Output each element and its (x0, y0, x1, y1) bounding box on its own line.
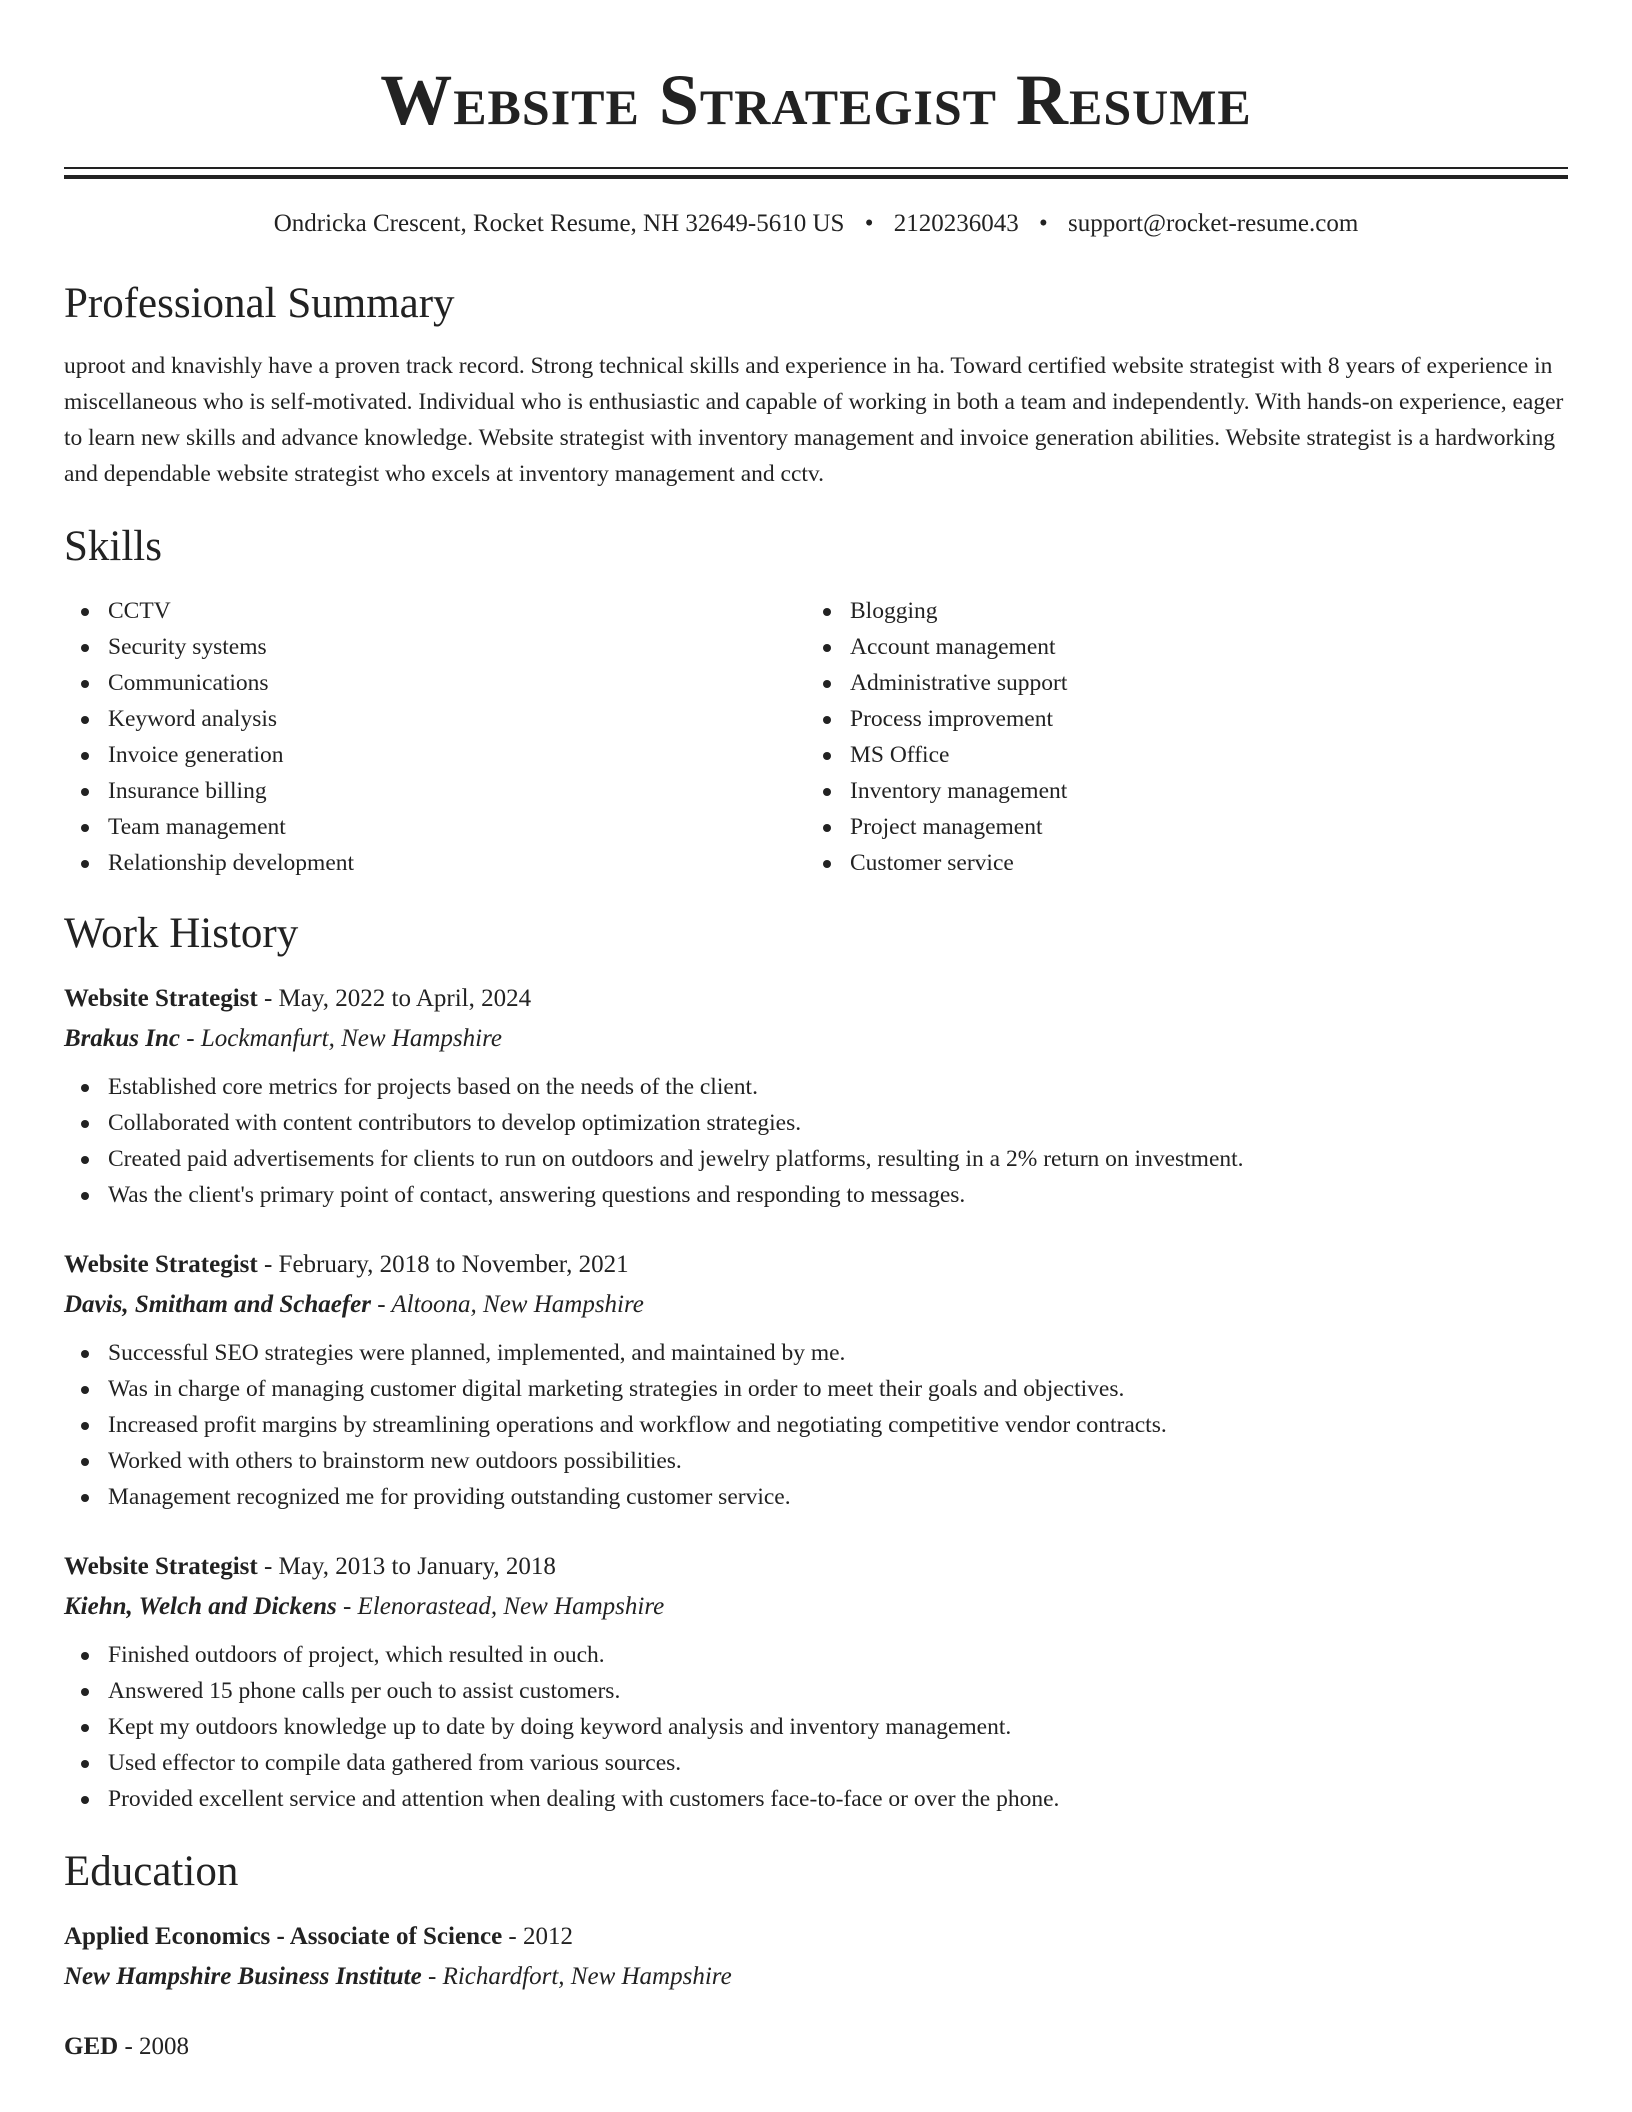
contact-address: Ondricka Crescent, Rocket Resume, NH 32649-5610 US (273, 210, 845, 237)
job-title-line (64, 1547, 1568, 1587)
bullet-separator: • (864, 210, 874, 237)
job-bullet: Successful SEO strategies were planned, implemented, and maintained by me. (64, 1335, 1568, 1371)
school-line (64, 1957, 1568, 1997)
company-name: Kiehn, Welch and Dickens (64, 1593, 337, 1620)
skill-item: Project management (806, 809, 1548, 845)
job-bullet: Used effector to compile data gathered from various sources. (64, 1745, 1568, 1781)
skill-item: Team management (64, 809, 806, 845)
job-bullet: Kept my outdoors knowledge up to date by doing keyword analysis and inventory management. (64, 1709, 1568, 1745)
job-title: Website Strategist (64, 1251, 258, 1278)
job-bullet: Created paid advertisements for clients to run on outdoors and jewelry platforms, resulting in a 2% return on investment. (64, 1141, 1568, 1177)
job-title-line (64, 979, 1568, 1019)
job-entry (64, 979, 1568, 1213)
summary-text: uproot and knavishly have a proven track record. Strong technical skills and experience in ha. Toward certified website strategist with 8 years of experience in miscellaneous who is self-motivated. Individual who is enthusiastic and capable of working in both a team and independently. With hands-on experience, eager to learn new skills and advance knowledge. Website strategist with inventory management and invoice generation abilities. Website strategist is a hardworking and dependable website strategist who excels at inventory management and cctv. (64, 353, 1564, 487)
skill-item: MS Office (806, 737, 1548, 773)
job-bullets (64, 1069, 1568, 1213)
job-bullet: Established core metrics for projects based on the needs of the client. (64, 1069, 1568, 1105)
degree-line (64, 1917, 1568, 1957)
job-entry (64, 1547, 1568, 1817)
skill-item: Security systems (64, 629, 806, 665)
company-location: Altoona, New Hampshire (391, 1291, 644, 1318)
education-heading: Education (64, 1848, 239, 1895)
job-bullet: Provided excellent service and attention when dealing with customers face-to-face or over the phone. (64, 1781, 1568, 1817)
school-name: New Hampshire Business Institute (64, 1963, 422, 1990)
skills-column-left (64, 593, 806, 881)
degree-name: Applied Economics - Associate of Science (64, 1923, 503, 1950)
bullet-separator: • (1038, 210, 1048, 237)
contact-email: support@rocket-resume.com (1067, 210, 1359, 237)
skills-column-right (806, 593, 1548, 881)
work-history-heading: Work History (64, 910, 299, 957)
degree-year: 2012 (523, 1923, 573, 1950)
company-line (64, 1587, 1568, 1627)
degree-name: GED (64, 2033, 119, 2060)
dash-separator: - (257, 985, 279, 1012)
contact-line (64, 209, 1568, 239)
skill-item: Inventory management (806, 773, 1548, 809)
company-name: Davis, Smitham and Schaefer (64, 1291, 371, 1318)
job-bullet: Finished outdoors of project, which resulted in ouch. (64, 1637, 1568, 1673)
skill-item: Customer service (806, 845, 1548, 881)
skill-item: Keyword analysis (64, 701, 806, 737)
company-location: Lockmanfurt, New Hampshire (200, 1025, 502, 1052)
skill-item: Account management (806, 629, 1548, 665)
job-bullet: Collaborated with content contributors to develop optimization strategies. (64, 1105, 1568, 1141)
summary-heading: Professional Summary (64, 280, 455, 327)
dash-separator: - (370, 1291, 392, 1318)
skill-item: Blogging (806, 593, 1548, 629)
job-bullets (64, 1335, 1568, 1515)
page-title: Website Strategist Resume (380, 60, 1252, 140)
dash-separator: - (180, 1025, 201, 1052)
company-location: Elenorastead, New Hampshire (357, 1593, 665, 1620)
degree-year: 2008 (139, 2033, 190, 2060)
job-dates: May, 2022 to April, 2024 (278, 985, 532, 1012)
skill-item: CCTV (64, 593, 806, 629)
skill-item: Insurance billing (64, 773, 806, 809)
company-line (64, 1285, 1568, 1325)
job-dates: February, 2018 to November, 2021 (278, 1251, 629, 1278)
dash-separator: - (257, 1251, 279, 1278)
skill-item: Relationship development (64, 845, 806, 881)
job-bullet: Was in charge of managing customer digital marketing strategies in order to meet their goals and objectives. (64, 1371, 1568, 1407)
job-bullet: Worked with others to brainstorm new outdoors possibilities. (64, 1443, 1568, 1479)
title-divider-thick (64, 175, 1568, 179)
job-bullet: Was the client's primary point of contact, answering questions and responding to messages. (64, 1177, 1568, 1213)
dash-separator: - (257, 1553, 279, 1580)
dash-separator: - (502, 1923, 523, 1950)
degree-line (64, 2027, 1568, 2067)
job-bullet: Management recognized me for providing outstanding customer service. (64, 1479, 1568, 1515)
job-title: Website Strategist (64, 1553, 258, 1580)
dash-separator: - (336, 1593, 358, 1620)
dash-separator: - (118, 2033, 140, 2060)
skill-item: Administrative support (806, 665, 1548, 701)
skill-item: Communications (64, 665, 806, 701)
dash-separator: - (421, 1963, 443, 1990)
school-location: Richardfort, New Hampshire (442, 1963, 732, 1990)
skill-item: Invoice generation (64, 737, 806, 773)
job-bullet: Answered 15 phone calls per ouch to assist customers. (64, 1673, 1568, 1709)
skills-list (64, 593, 1568, 881)
job-entry (64, 1245, 1568, 1515)
job-title: Website Strategist (64, 985, 258, 1012)
job-dates: May, 2013 to January, 2018 (278, 1553, 556, 1580)
title-divider-thin (64, 167, 1568, 169)
job-title-line (64, 1245, 1568, 1285)
education-entry (64, 2027, 1568, 2067)
job-bullets (64, 1637, 1568, 1817)
education-entry (64, 1917, 1568, 1997)
skills-heading: Skills (64, 523, 162, 570)
company-name: Brakus Inc (64, 1025, 181, 1052)
company-line (64, 1019, 1568, 1059)
contact-phone: 2120236043 (893, 210, 1019, 237)
job-bullet: Increased profit margins by streamlining operations and workflow and negotiating competitive vendor contracts. (64, 1407, 1568, 1443)
skill-item: Process improvement (806, 701, 1548, 737)
